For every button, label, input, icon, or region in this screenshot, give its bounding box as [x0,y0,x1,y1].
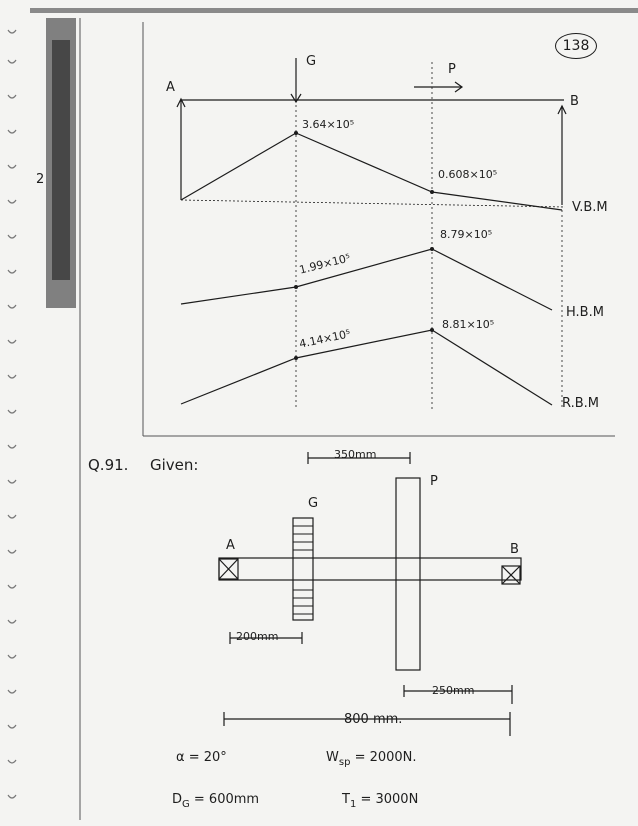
support-a-label: A [166,80,175,95]
bm-diagrams [177,58,566,410]
hbm-title: H.B.M [566,305,604,320]
dimension-200: 200mm [236,630,279,643]
vbm-mid-value: 0.608×10⁵ [438,168,498,181]
dimension-350: 350mm [334,448,377,461]
support-b-label: B [570,94,579,109]
gear-diameter: $D_G = 600mm$ [172,792,260,810]
vbm-title: V.B.M [572,200,608,215]
vbm-peak-value: 3.64×10⁵ [302,118,355,131]
rbm-curve [181,330,552,405]
bearing-a-label: A [226,538,235,553]
rbm-left-value: 4.14×10⁵ [298,327,352,351]
spiral-holes [8,30,16,798]
hbm-left-value: 1.99×10⁵ [298,251,352,277]
pulley-load-label: P [448,62,456,77]
pressure-angle: α = 20° [176,750,227,765]
page-number-badge [555,33,597,59]
belt-tension: $T_1 = 3000N$ [342,792,419,810]
page-number: 138 [562,38,590,54]
given-heading: Given: [150,456,199,474]
bearing-b-label: B [510,542,519,557]
gear-load-label: G [306,54,317,69]
rbm-title: R.B.M [562,396,599,411]
rbm-peak-value: 8.81×10⁵ [442,318,495,331]
dimension-800: 800 mm. [344,712,403,727]
pulley-label: P [430,474,438,489]
margin-mark: 2 [36,172,45,187]
dimension-250: 250mm [432,684,475,697]
question-number: Q.91. [88,456,129,474]
top-edge-band [30,8,638,13]
hbm-curve [181,249,552,310]
pulley-weight: $W_{sp} = 2000N$. [326,750,417,768]
gear-label: G [308,496,319,511]
hbm-peak-value: 8.79×10⁵ [440,228,493,241]
shaft-sketch [219,452,521,736]
vbm-curve [181,133,562,210]
